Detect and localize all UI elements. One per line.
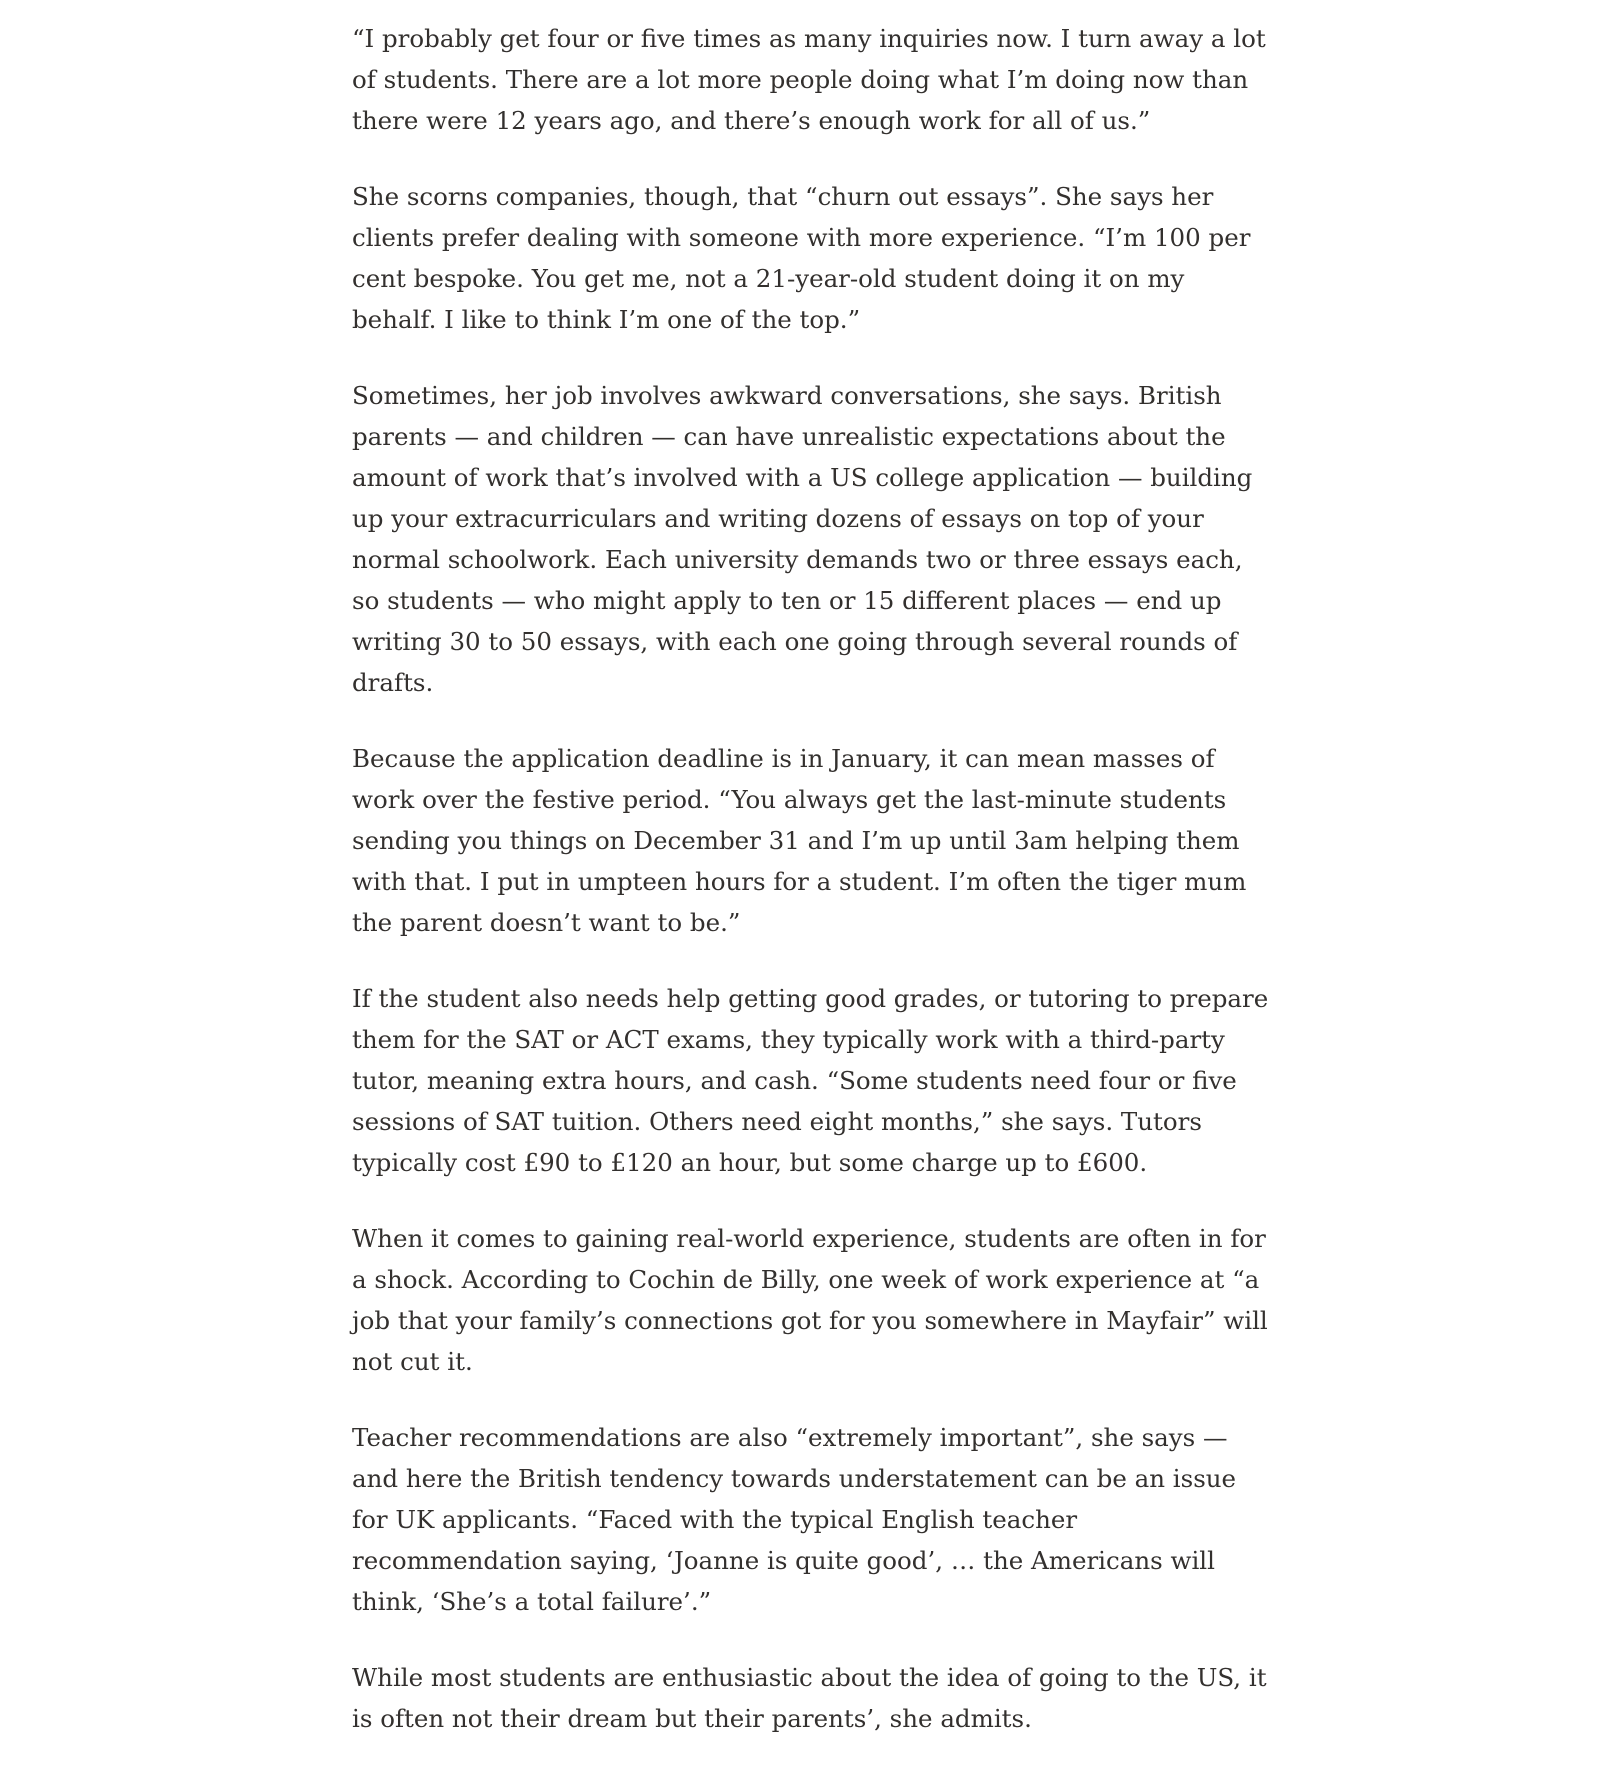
paragraph-recommendations: Teacher recommendations are also “extremely important”, she says — and here the British tendency towards understatement can be an issue for UK applicants. “Faced with the typical English teacher recommendation saying, ‘Joanne is quite good’, … the Americans will think, ‘She’s a total failure’.” [352,1423,1237,1616]
paragraph-expectations: Sometimes, her job involves awkward conversations, she says. British parents — and children — can have unrealistic expectations about the amount of work that’s involved with a US college application — building up your extracurriculars and writing dozens of essays on top of your normal schoolwork. Each university demands two or three essays each, so students — who might apply to ten or 15 different places — end up writing 30 to 50 essays, with each one going through several rounds of drafts. [352,381,1253,697]
article-body [352,18,1272,1774]
paragraph-tutoring: If the student also needs help getting good grades, or tutoring to prepare them for the SAT or ACT exams, they typically work with a third-party tutor, meaning extra hours, and cash. “Some students need four or five sessions of SAT tuition. Others need eight months,” she says. Tutors typically cost £90 to £120 an hour, but some charge up to £600. [352,984,1269,1177]
paragraph-deadline: Because the application deadline is in January, it can mean masses of work over the festive period. “You always get the last-minute students sending you things on December 31 and I’m up until 3am helping them with that. I put in umpteen hours for a student. I’m often the tiger mum the parent doesn’t want to be.” [352,744,1247,937]
paragraph-work-experience: When it comes to gaining real-world experience, students are often in for a shock. According to Cochin de Billy, one week of work experience at “a job that your family’s connections got for you somewhere in Mayfair” will not cut it. [352,1224,1268,1376]
paragraph-inquiries: “I probably get four or five times as many inquiries now. I turn away a lot of students. There are a lot more people doing what I’m doing now than there were 12 years ago, and there’s enough work for all of us.” [352,24,1266,135]
paragraph-parents-dream: While most students are enthusiastic about the idea of going to the US, it is often not their dream but their parents’, she admits. [352,1663,1267,1733]
paragraph-bespoke: She scorns companies, though, that “churn out essays”. She says her clients prefer dealing with someone with more experience. “I’m 100 per cent bespoke. You get me, not a 21-year-old student doing it on my behalf. I like to think I’m one of the top.” [352,182,1251,334]
